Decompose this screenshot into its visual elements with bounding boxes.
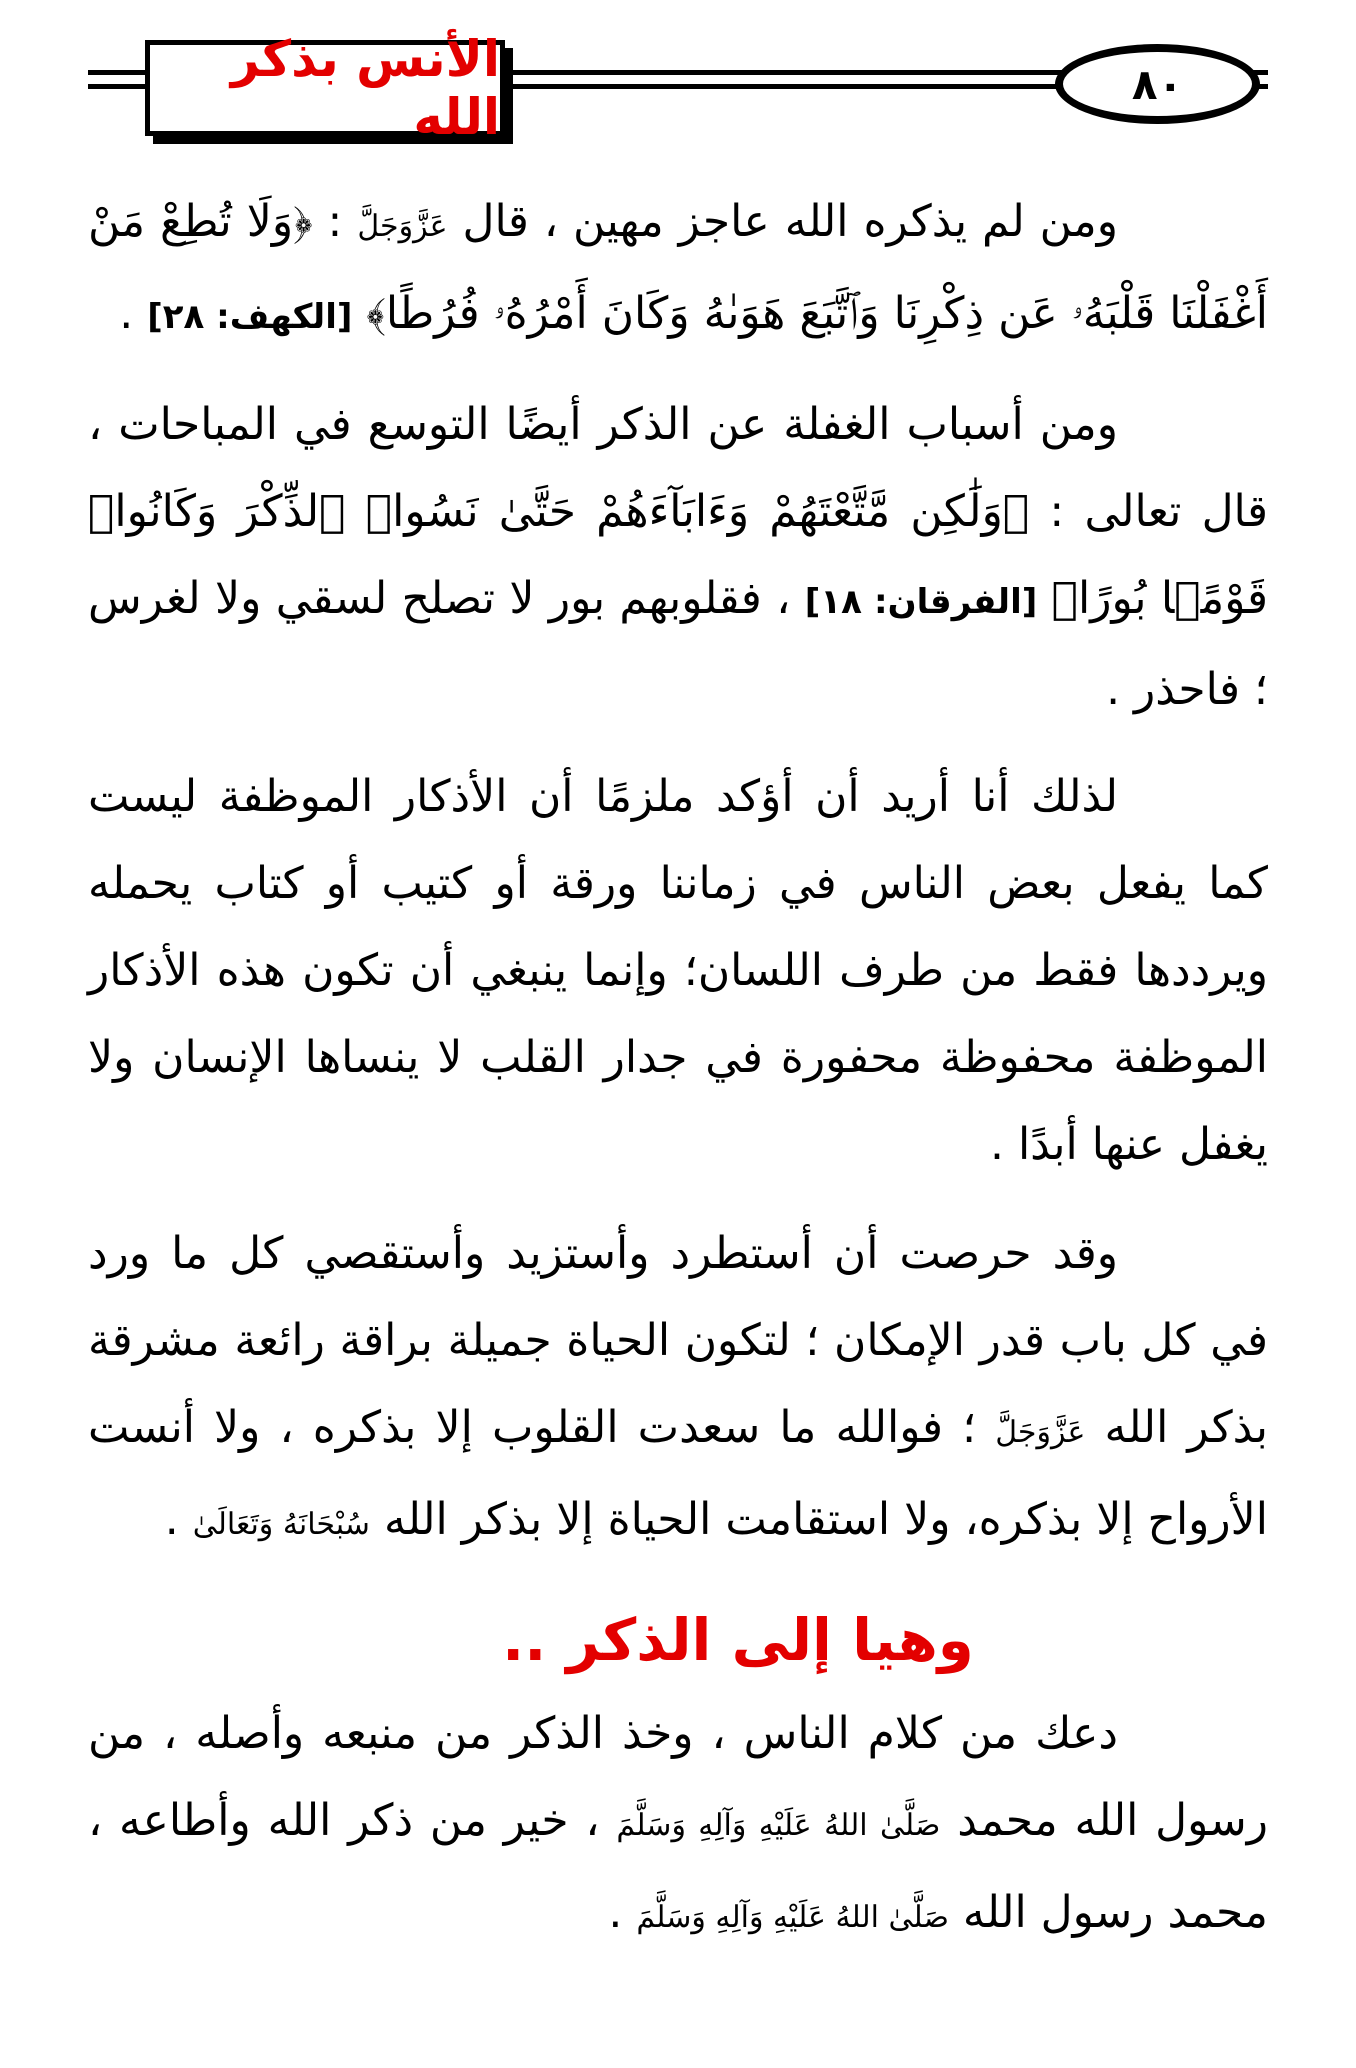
page-header <box>0 0 1356 146</box>
paragraph-3: لذلك أنا أريد أن أؤكد ملزمًا أن الأذكار الموظفة ليست كما يفعل بعض الناس في زماننا ورقة أو كتيب أو كتاب يحمله ويرددها فقط من طرف اللسان؛ وإنما ينبغي أن تكون هذه الأذكار الموظفة محفوظة محفورة في جدار القلب لا ينساها الإنسان ولا يغفل عنها أبدًا . <box>88 771 1268 1170</box>
page-number-oval <box>1055 44 1260 124</box>
page-number: ٨٠ <box>1131 59 1184 109</box>
paragraph-4 <box>88 1210 1268 1568</box>
quran-reference: [الفرقان: ١٨] <box>804 582 1038 622</box>
paragraph-1 <box>88 178 1268 361</box>
page-body <box>88 178 1268 1961</box>
paragraph-4-text-c: . <box>164 1494 193 1545</box>
paragraph-4-text-a: وقد حرصت أن أستطرد وأستزيد وأستقصي كل ما ورد في كل باب قدر الإمكان ؛ لتكون الحياة جميلة براقة رائعة مشرقة بذكر الله <box>88 1228 1268 1453</box>
honorific-salla-allah: صَلَّىٰ اللهُ عَلَيْهِ وَآلِهِ وَسَلَّمَ <box>636 1900 949 1935</box>
paragraph-2 <box>88 381 1268 733</box>
paragraph-1-text-a: ومن لم يذكره الله عاجز مهين ، قال <box>447 196 1118 247</box>
paragraph-1-text-b: : ﴿وَلَا تُطِعْ مَنْ أَغْفَلْنَا قَلْبَهُۥ عَن ذِكْرِنَا وَٱتَّبَعَ هَوَىٰهُ وَكَانَ أَمْرُهُۥ فُرُطًا﴾ <box>88 196 1268 339</box>
paragraph-5-text-c: . <box>608 1887 637 1938</box>
paragraph-4-text-b: ؛ فوالله ما سعدت القلوب إلا بذكره ، ولا أنست الأرواح إلا بذكره، ولا استقامت الحياة إلا بذكر الله <box>88 1402 1268 1545</box>
honorific-salla-allah: صَلَّىٰ اللهُ عَلَيْهِ وَآلِهِ وَسَلَّمَ <box>616 1808 941 1843</box>
paragraph-5-text-a: دعك من كلام الناس ، وخذ الذكر من منبعه وأصله ، من رسول الله محمد <box>88 1708 1268 1846</box>
paragraph-2-text-b: ، فقلوبهم بور لا تصلح لسقي ولا لغرس ؛ فاحذر . <box>88 573 1268 715</box>
running-title: الأنس بذكر الله <box>230 30 500 146</box>
paragraph-5-text-b: ، خير من ذكر الله وأطاعه ، محمد رسول الله <box>88 1795 1268 1938</box>
paragraph-1-text-c: . <box>119 288 148 339</box>
quran-reference: [الكهف: ٢٨] <box>147 297 353 337</box>
honorific-azza-wajal: عَزَّوَجَلَّ <box>995 1415 1086 1450</box>
paragraph-5 <box>88 1690 1268 1961</box>
running-title-box <box>145 30 505 146</box>
honorific-subhanahu: سُبْحَانَهُ وَتَعَالَىٰ <box>192 1507 370 1542</box>
paragraph-2-text-a: ومن أسباب الغفلة عن الذكر أيضًا التوسع في المباحات ، قال تعالى : ﴿وَلَٰكِن مَّتَّعْتَهُمْ وَءَابَآءَهُمْ حَتَّىٰ نَسُوا۟ ٱلذِّكْرَ وَكَانُوا۟ قَوْمًۢا بُورًا﴾ <box>88 399 1269 624</box>
honorific-azza-wajal: عَزَّوَجَلَّ <box>357 209 448 244</box>
section-heading: وهيا إلى الذكر .. <box>502 1606 974 1674</box>
